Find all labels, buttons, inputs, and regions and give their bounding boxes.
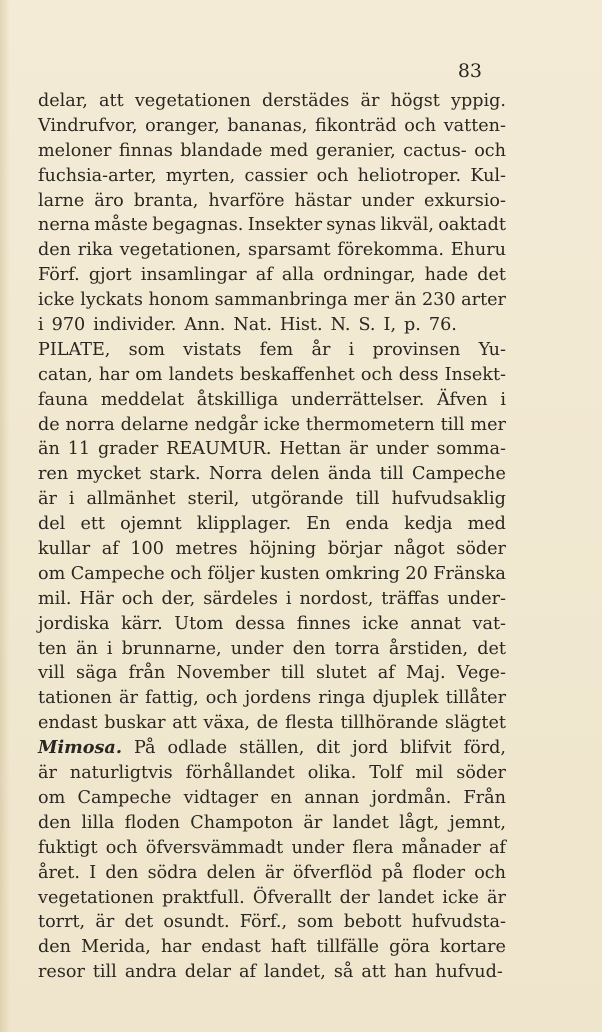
text-line: tationen är fattig, och jordens ringa djuplek tillåter	[38, 688, 506, 709]
text-line: jordiska kärr. Utom dessa finnes icke annat vat-	[38, 613, 506, 634]
text-line: den rika vegetationen, sparsamt förekomma. Ehuru	[38, 240, 506, 261]
text-line: Mimosa. På odlade ställen, dit jord blifvit förd,	[38, 737, 506, 759]
text-line: del ett ojemnt klipplager. En enda kedja med	[38, 514, 506, 535]
text-line: om Campeche vidtager en annan jordmån. Från	[38, 787, 506, 808]
text-line: meloner finnas blandade med geranier, cactus- och	[38, 140, 506, 161]
text-line: fuchsia-arter, myrten, cassier och heliotroper. Kul-	[38, 165, 506, 186]
text-line: Vindrufvor, oranger, bananas, fikonträd och vatten-	[38, 115, 506, 136]
text-line: icke lyckats honom sammanbringa mer än 230 arter	[38, 290, 506, 311]
text-line: är naturligtvis förhållandet olika. Tolf mil söder	[38, 763, 506, 784]
text-line: än 11 grader REAUMUR. Hettan är under somma-	[38, 439, 506, 460]
text-line: fuktigt och öfversvämmadt under flera månader af	[38, 837, 506, 858]
text-line: är i allmänhet steril, utgörande till hufvudsaklig	[38, 489, 506, 510]
text-line: resor till andra delar af landet, så att han hufvud-	[38, 962, 503, 983]
text-line: de norra delarne nedgår icke thermometern till mer	[38, 414, 506, 435]
text-line: vill säga från November till slutet af Maj. Vege-	[38, 663, 506, 684]
text-line: fauna meddelat åtskilliga underrättelser. Äfven i	[38, 389, 506, 410]
text-line: den Merida, har endast haft tillfälle göra kortare	[38, 937, 506, 958]
text-line: nerna måste begagnas. Insekter synas likväl, oaktadt	[38, 215, 506, 236]
text-line: i 970 individer. Ann. Nat. Hist. N. S. I, p. 76.	[38, 315, 457, 336]
text-line: catan, har om landets beskaffenhet och dess Insekt-	[38, 364, 506, 385]
text-line: endast buskar att växa, de flesta tillhörande slägtet	[38, 713, 506, 734]
text-line: vegetationen praktfull. Öfverallt der landet icke är	[38, 887, 506, 908]
text-line: torrt, är det osundt. Förf., som bebott hufvudsta-	[38, 912, 506, 933]
text-body	[38, 89, 506, 985]
text-line: PILATE, som vistats fem år i provinsen Yu-	[38, 339, 506, 360]
text-line: den lilla floden Champoton är landet lågt, jemnt,	[38, 812, 506, 833]
text-line: ren mycket stark. Norra delen ända till Campeche	[38, 464, 506, 485]
text-line: larne äro branta, hvarföre hästar under exkursio-	[38, 190, 506, 211]
text-line: om Campeche och följer kusten omkring 20 Fränska	[38, 563, 506, 584]
page-number: 83	[457, 60, 482, 82]
text-line: mil. Här och der, särdeles i nordost, träffas under-	[38, 588, 506, 609]
text-line: kullar af 100 metres höjning börjar något söder	[38, 539, 506, 560]
text-line: ten än i brunnarne, under den torra årstiden, det	[38, 638, 506, 659]
text-line: Förf. gjort insamlingar af alla ordningar, hade det	[38, 265, 506, 286]
text-line: året. I den södra delen är öfverflöd på floder och	[38, 862, 506, 883]
text-line: delar, att vegetationen derstädes är högst yppig.	[38, 91, 506, 111]
